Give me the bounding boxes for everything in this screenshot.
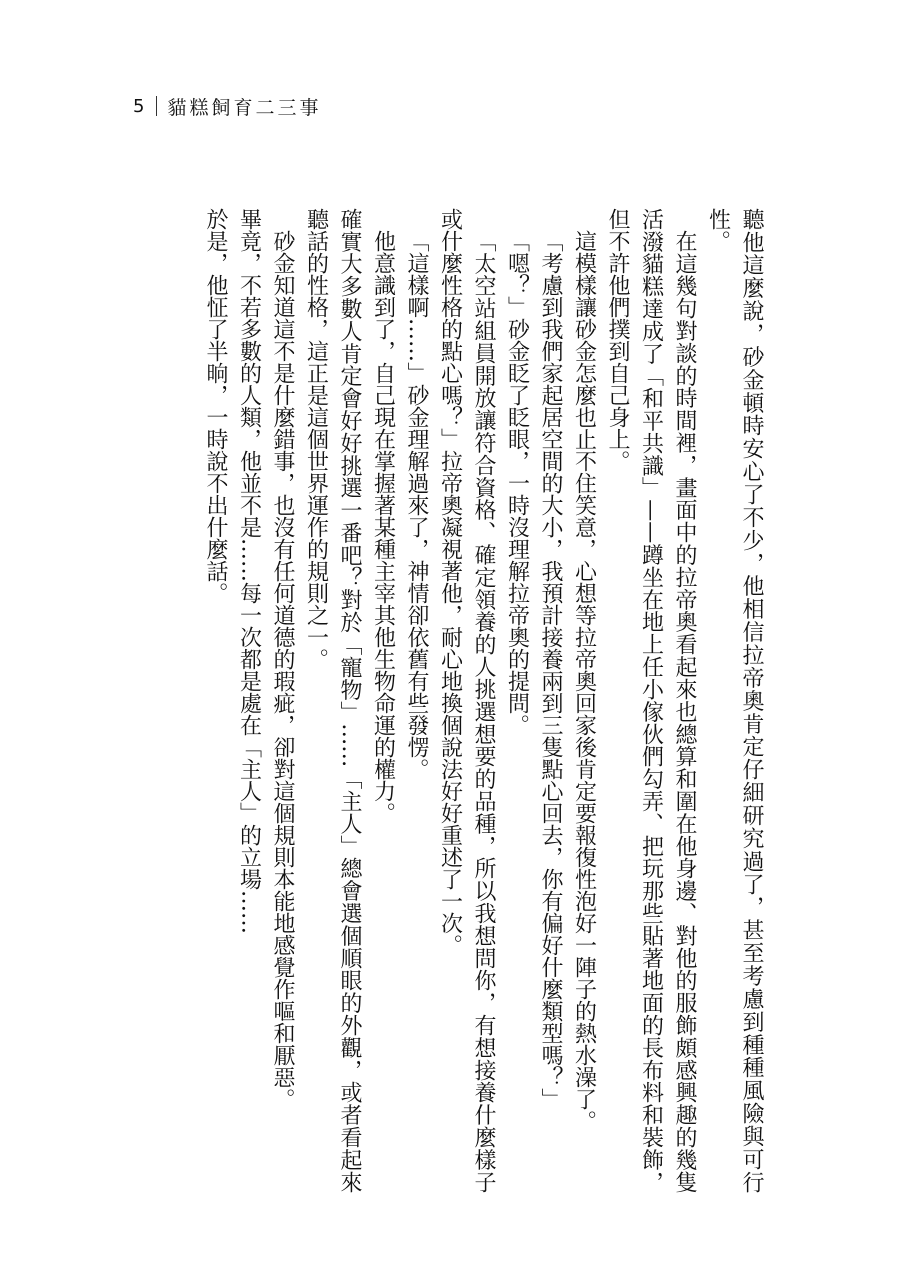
paragraph: 他意識到了，自己現在掌握著某種主宰其他生物命運的權力。 <box>370 230 396 824</box>
paragraph: 「嗯？」砂金眨了眨眼，一時沒理解拉帝奧的提問。 <box>504 230 530 736</box>
paragraph: 確實大多數人肯定會好好挑選一番吧？對於「寵物」……「主人」總會選個順眼的外觀，或者看起來聽話的性格，這正是這個世界運作的規則之一。 <box>303 208 362 1193</box>
paragraph: 「這樣啊……」砂金理解過來了，神情卻依舊有些發愣。 <box>404 230 429 780</box>
book-title: 貓糕飼育二三事 <box>167 96 322 119</box>
paragraph: 「考慮到我們家起居空間的大小，我預計接養兩到三隻點心回去，你有偏好什麼類型嗎？」 <box>538 230 563 1110</box>
paragraph: 這模樣讓砂金怎麼也止不住笑意，心想等拉帝奧回家後肯定要報復性泡好一陣子的熱水澡了。 <box>571 230 597 1132</box>
body-text <box>199 208 769 1193</box>
paragraph: 「太空站組員開放讓符合資格、確定領養的人挑選想要的品種，所以我想問你，有想接養什麼樣子或什麼性格的點心嗎？」拉帝奧凝視著他，耐心地換個說法好好重述了一次。 <box>437 208 496 1193</box>
paragraph: 於是，他怔了半晌，一時說不出什麼話。 <box>203 208 228 604</box>
paragraph: 畢竟，不若多數的人類，他並不是……每一次都是處在「主人」的立場…… <box>236 208 262 934</box>
paragraph: 砂金知道這不是什麼錯事，也沒有任何道德的瑕疵，卻對這個規則本能地感覺作嘔和厭惡。 <box>270 230 295 1110</box>
paragraph: 聽他這麼說，砂金頓時安心了不少，他相信拉帝奧肯定仔細研究過了，甚至考慮到種種風險與可行性。 <box>705 208 764 1193</box>
header-divider <box>156 96 157 116</box>
paragraph: 在這幾句對談的時間裡，畫面中的拉帝奧看起來也總算和圍在他身邊、對他的服飾頗感興趣的幾隻活潑貓糕達成了「和平共識」——蹲坐在地上任小傢伙們勾弄、把玩那些貼著地面的長布料和裝飾，但不許他們撲到自己身上。 <box>605 208 697 1193</box>
page-number: 5 <box>133 95 145 117</box>
running-header <box>133 92 321 120</box>
